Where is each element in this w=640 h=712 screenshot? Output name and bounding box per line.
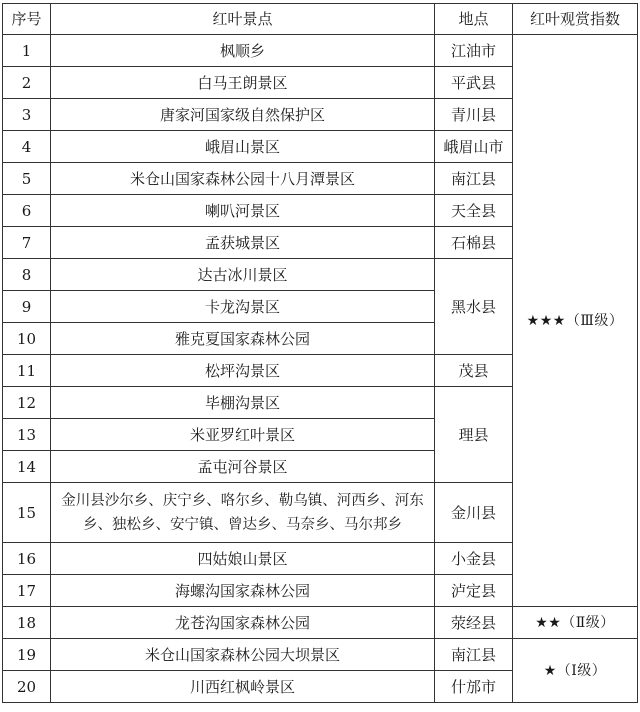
location: 金川县 [435, 483, 513, 543]
spot-name: 雅克夏国家森林公园 [51, 323, 435, 355]
table-header-row [3, 4, 638, 35]
spot-name: 米仓山国家森林公园大坝景区 [51, 639, 435, 671]
row-index: 10 [3, 323, 51, 355]
row-index: 12 [3, 387, 51, 419]
spot-name: 达古冰川景区 [51, 259, 435, 291]
row-index: 15 [3, 483, 51, 543]
header-location: 地点 [435, 4, 513, 35]
viewing-index-level-3: ★★★（Ⅲ级） [513, 35, 638, 607]
location: 南江县 [435, 163, 513, 195]
location: 天全县 [435, 195, 513, 227]
location: 南江县 [435, 639, 513, 671]
location: 理县 [435, 387, 513, 483]
row-index: 2 [3, 67, 51, 99]
header-index: 序号 [3, 4, 51, 35]
row-index: 4 [3, 131, 51, 163]
viewing-index-level-2: ★★（Ⅱ级） [513, 607, 638, 639]
spot-name: 松坪沟景区 [51, 355, 435, 387]
row-index: 17 [3, 575, 51, 607]
spot-name: 白马王朗景区 [51, 67, 435, 99]
row-index: 5 [3, 163, 51, 195]
spot-name: 金川县沙尔乡、庆宁乡、咯尔乡、勒乌镇、河西乡、河东乡、独松乡、安宁镇、曾达乡、马奈乡、马尔邦乡 [51, 483, 435, 543]
row-index: 1 [3, 35, 51, 67]
location: 江油市 [435, 35, 513, 67]
location: 荥经县 [435, 607, 513, 639]
row-index: 3 [3, 99, 51, 131]
header-viewing-index: 红叶观赏指数 [513, 4, 638, 35]
row-index: 19 [3, 639, 51, 671]
location: 泸定县 [435, 575, 513, 607]
location: 茂县 [435, 355, 513, 387]
row-index: 9 [3, 291, 51, 323]
spot-name: 海螺沟国家森林公园 [51, 575, 435, 607]
spot-name: 毕棚沟景区 [51, 387, 435, 419]
row-index: 7 [3, 227, 51, 259]
location: 什邡市 [435, 671, 513, 703]
location: 峨眉山市 [435, 131, 513, 163]
spot-name: 喇叭河景区 [51, 195, 435, 227]
row-index: 18 [3, 607, 51, 639]
viewing-index-level-1: ★（Ⅰ级） [513, 639, 638, 703]
spot-name: 峨眉山景区 [51, 131, 435, 163]
spot-name: 龙苍沟国家森林公园 [51, 607, 435, 639]
row-index: 13 [3, 419, 51, 451]
spot-name: 孟获城景区 [51, 227, 435, 259]
table-row [3, 639, 638, 671]
row-index: 11 [3, 355, 51, 387]
location: 平武县 [435, 67, 513, 99]
row-index: 20 [3, 671, 51, 703]
spot-name: 卡龙沟景区 [51, 291, 435, 323]
row-index: 8 [3, 259, 51, 291]
row-index: 14 [3, 451, 51, 483]
header-spot-name: 红叶景点 [51, 4, 435, 35]
spot-name: 枫顺乡 [51, 35, 435, 67]
spot-name: 米亚罗红叶景区 [51, 419, 435, 451]
table-row [3, 35, 638, 67]
spot-name: 唐家河国家级自然保护区 [51, 99, 435, 131]
spot-name: 川西红枫岭景区 [51, 671, 435, 703]
location: 黑水县 [435, 259, 513, 355]
location: 小金县 [435, 543, 513, 575]
red-leaf-scenic-spots-table [2, 3, 638, 703]
spot-name: 米仓山国家森林公园十八月潭景区 [51, 163, 435, 195]
location: 青川县 [435, 99, 513, 131]
spot-name: 孟屯河谷景区 [51, 451, 435, 483]
spot-name: 四姑娘山景区 [51, 543, 435, 575]
location: 石棉县 [435, 227, 513, 259]
row-index: 6 [3, 195, 51, 227]
row-index: 16 [3, 543, 51, 575]
table-row [3, 607, 638, 639]
